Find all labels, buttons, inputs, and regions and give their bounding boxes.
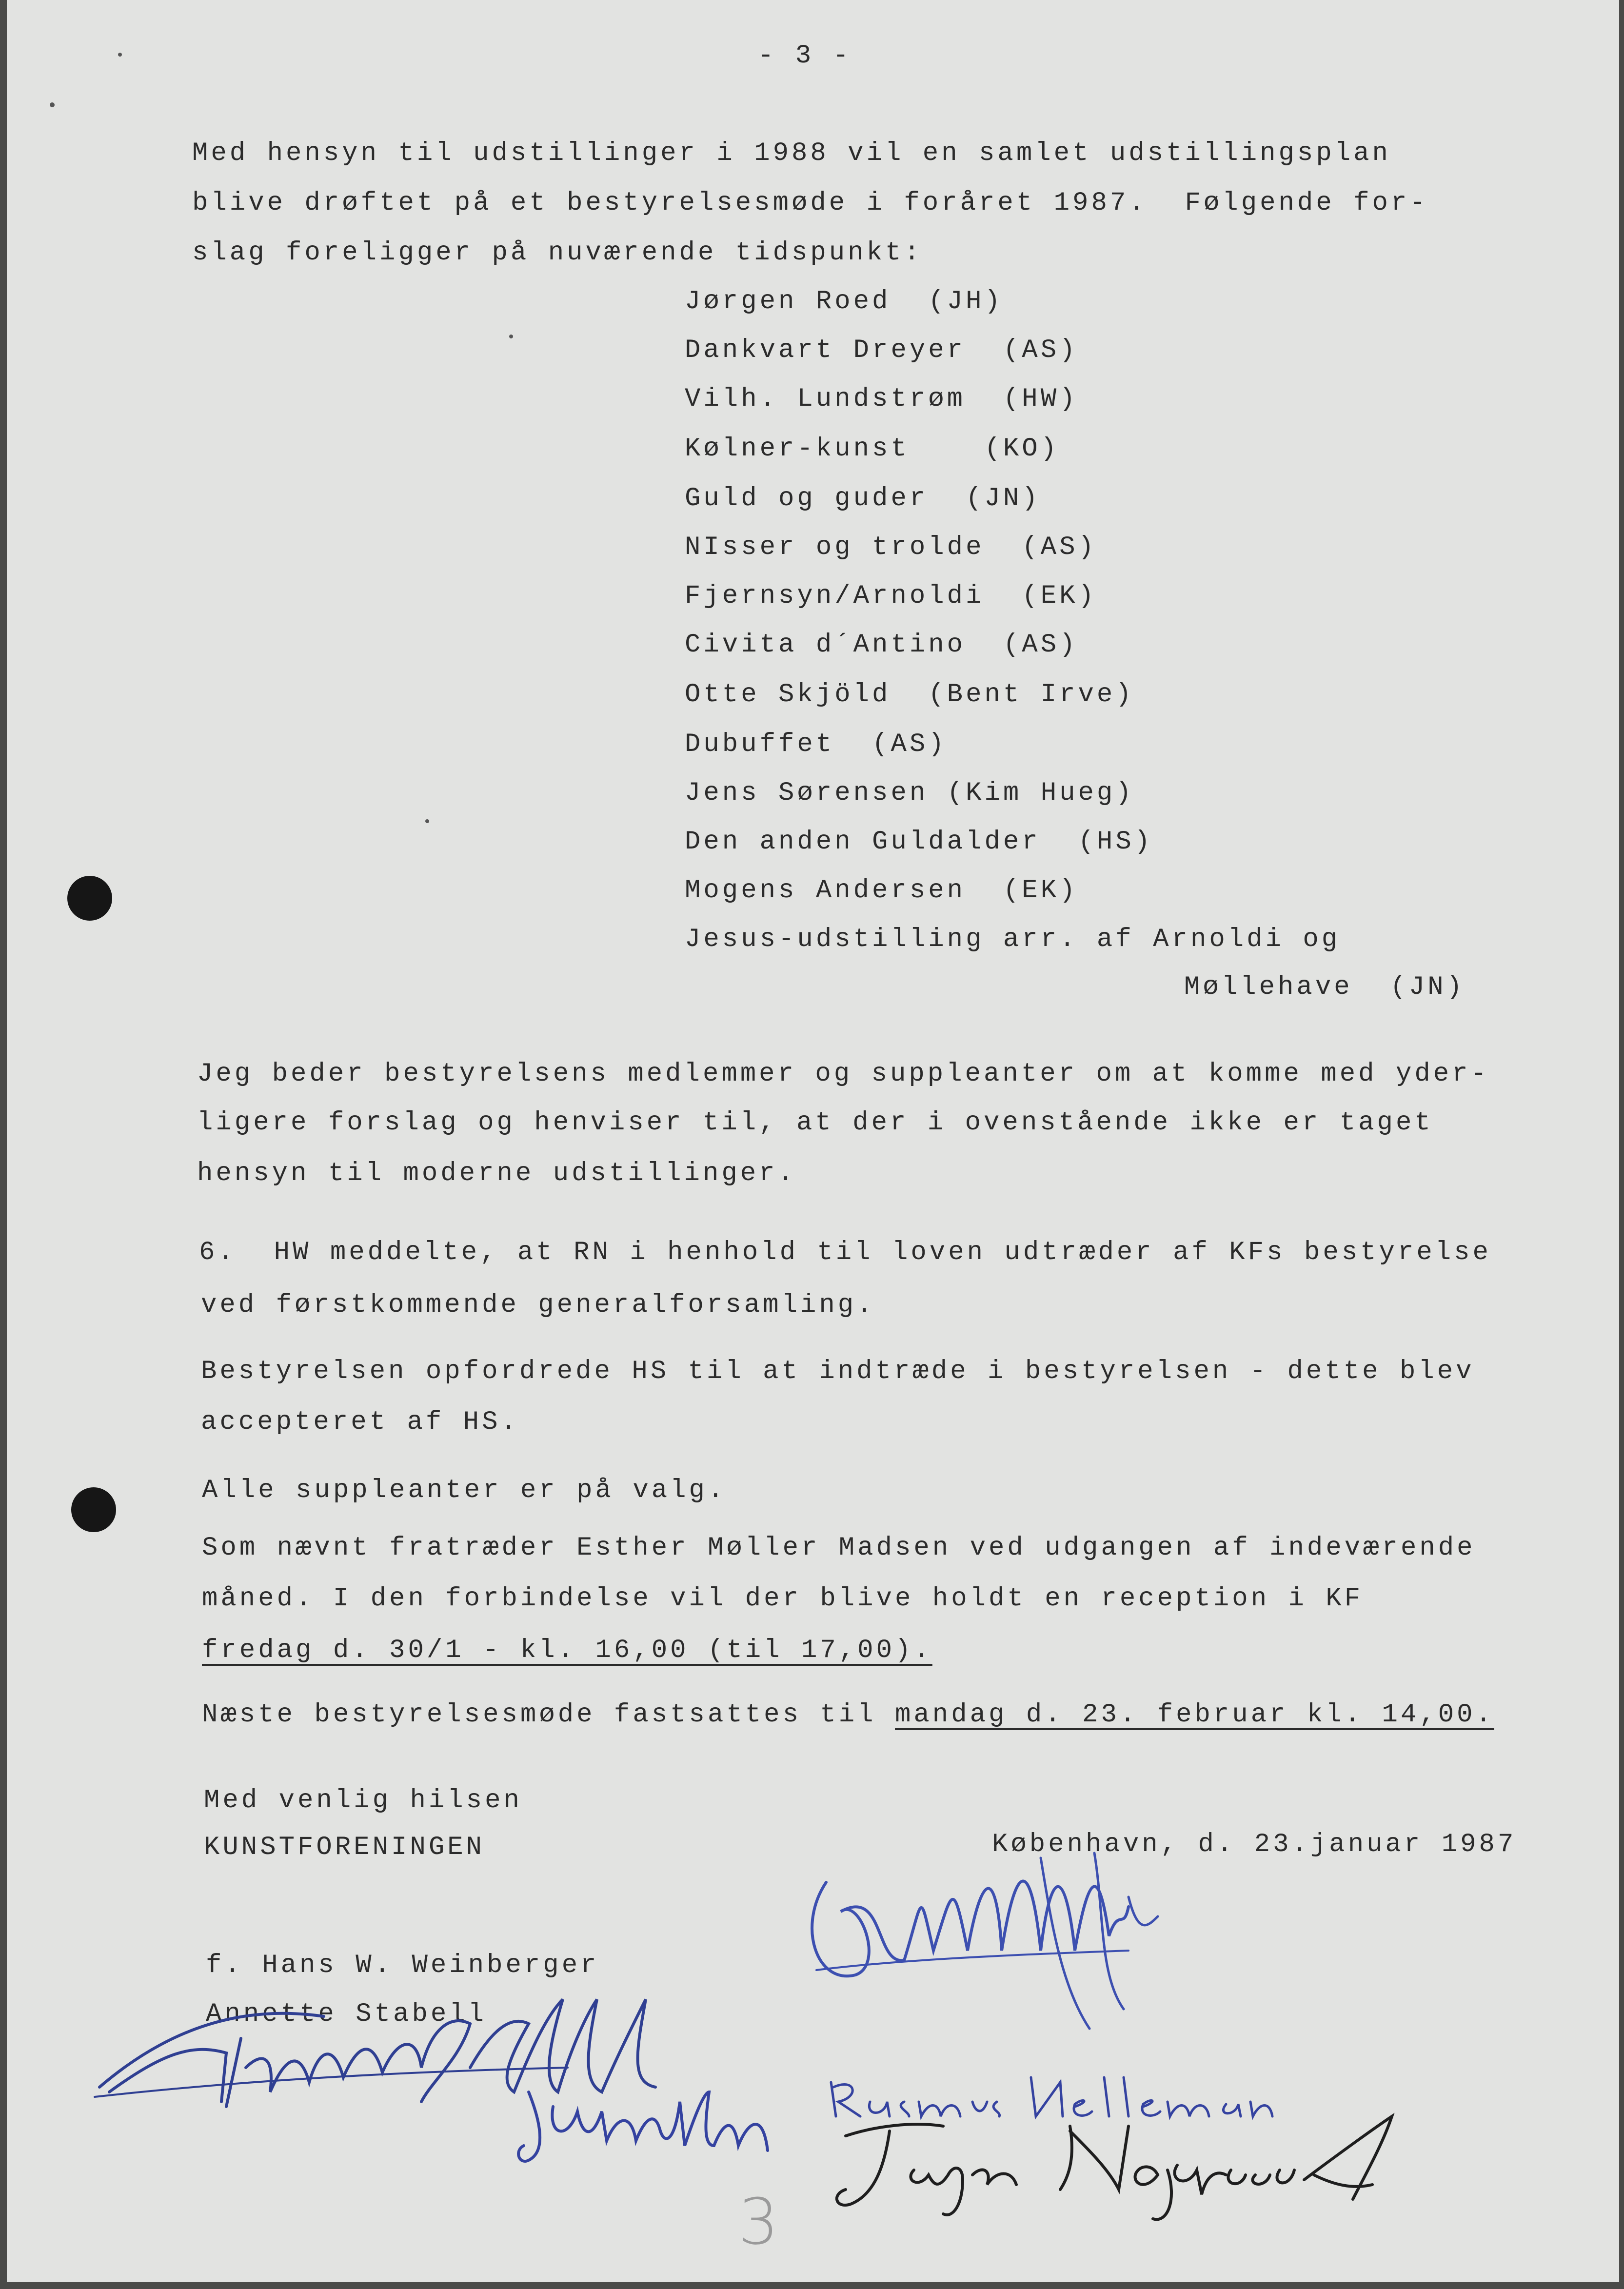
proposal-continuation: Møllehave (JN)	[1184, 972, 1466, 1002]
request-line: hensyn til moderne udstillinger.	[197, 1159, 796, 1188]
punch-hole	[67, 876, 112, 921]
signature-hans-weinberger	[787, 1838, 1168, 2043]
proposal-item: Otte Skjöld (Bent Irve)	[685, 680, 1134, 710]
pencil-page-mark: 3	[738, 2185, 782, 2259]
signature-jens-kling	[509, 2072, 782, 2170]
place-date: København, d. 23.januar 1987	[992, 1830, 1517, 1859]
suppleants-line: Alle suppleanter er på valg.	[202, 1476, 727, 1505]
next-meeting-date: mandag d. 23. februar kl. 14,00.	[895, 1700, 1494, 1730]
proposal-item: Dubuffet (AS)	[685, 730, 947, 759]
proposal-item: Jesus-udstilling arr. af Arnoldi og	[685, 925, 1341, 954]
intro-line: Med hensyn til udstillinger i 1988 vil en samlet udstillingsplan	[192, 138, 1391, 168]
proposal-item: Guld og guder (JN)	[685, 484, 1041, 513]
proposal-item: Jørgen Roed (JH)	[685, 287, 1003, 316]
intro-line: slag foreligger på nuværende tidspunkt:	[192, 238, 923, 268]
request-line: Jeg beder bestyrelsens medlemmer og suppleanter om at komme med yder-	[197, 1059, 1489, 1089]
board-line: accepteret af HS.	[201, 1407, 519, 1437]
signatory-1: f. Hans W. Weinberger	[206, 1951, 599, 1980]
paper-speck	[118, 53, 122, 57]
intro-line: blive drøftet på et bestyrelsesmøde i foråret 1987. Følgende for-	[192, 188, 1428, 218]
proposal-item: Kølner-kunst (KO)	[685, 434, 1060, 464]
next-meeting	[202, 1702, 1494, 1728]
reception-line: Som nævnt fratræder Esther Møller Madsen ved udgangen af indeværende	[202, 1533, 1476, 1563]
item6-line: 6. HW meddelte, at RN i henhold til loven udtræder af KFs bestyrelse	[199, 1238, 1491, 1267]
next-meeting-prefix: Næste bestyrelsesmøde fastsattes til	[202, 1700, 895, 1730]
organisation-name: KUNSTFORENINGEN	[204, 1833, 485, 1862]
paper-speck	[50, 102, 55, 107]
item6-line: ved førstkommende generalforsamling.	[201, 1290, 875, 1320]
reception-date: fredag d. 30/1 - kl. 16,00 (til 17,00).	[202, 1636, 932, 1665]
request-line: ligere forslag og henviser til, at der i ovenstående ikke er taget	[197, 1108, 1433, 1138]
proposal-item: Den anden Guldalder (HS)	[685, 827, 1153, 857]
proposal-item: Dankvart Dreyer (AS)	[685, 335, 1078, 365]
paper-speck	[425, 819, 429, 823]
board-line: Bestyrelsen opfordrede HS til at indtræde i bestyrelsen - dette blev	[201, 1357, 1475, 1386]
proposal-item: Jens Sørensen (Kim Hueg)	[685, 778, 1134, 808]
signatory-2: Annette Stabell	[206, 1999, 487, 2029]
document-page	[7, 0, 1619, 2282]
proposal-item: Civita d´Antino (AS)	[685, 630, 1078, 660]
signature-jorgen-norgaard	[816, 2107, 1431, 2229]
proposal-item: Vilh. Lundstrøm (HW)	[685, 384, 1078, 414]
proposal-item: Mogens Andersen (EK)	[685, 876, 1078, 906]
closing: Med venlig hilsen	[204, 1786, 522, 1815]
proposal-item: Fjernsyn/Arnoldi (EK)	[685, 581, 1097, 611]
reception-line: måned. I den forbindelse vil der blive holdt en reception i KF	[202, 1584, 1364, 1614]
page-number: - 3 -	[758, 41, 852, 71]
proposal-item: NIsser og trolde (AS)	[685, 533, 1097, 562]
paper-speck	[509, 335, 513, 338]
punch-hole	[71, 1487, 116, 1532]
